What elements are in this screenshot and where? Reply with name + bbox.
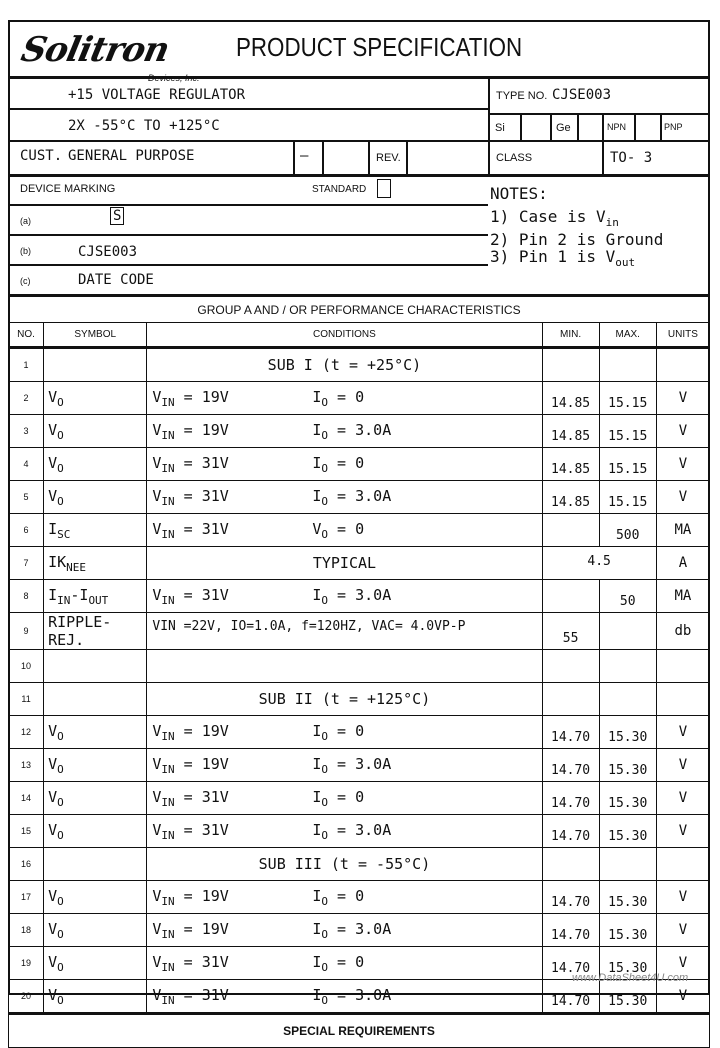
max-value: 15.15 <box>608 396 648 411</box>
cond-sub: O <box>321 528 329 541</box>
notes-title: NOTES: <box>490 184 548 203</box>
symbol-subscript: OUT <box>88 593 109 607</box>
max-value: 50 <box>619 594 636 609</box>
cond: I <box>312 755 322 773</box>
row-number: 13 <box>21 760 32 770</box>
logo-subtitle: Devices, Inc. <box>148 73 200 83</box>
product-description: +15 VOLTAGE REGULATOR <box>68 87 246 103</box>
customer-value: GENERAL PURPOSE <box>68 148 195 164</box>
cond-sub: IN <box>161 994 175 1007</box>
cond-sub: IN <box>161 730 175 743</box>
cond: V <box>152 821 162 839</box>
max-value: 15.30 <box>608 994 648 1009</box>
row-number: 5 <box>23 492 29 502</box>
table-row <box>9 716 710 749</box>
col-symbol: SYMBOL <box>44 323 147 348</box>
row-number: 12 <box>21 727 32 737</box>
symbol: I <box>48 519 58 538</box>
cond: = 3.0A <box>328 586 392 604</box>
cond: = 3.0A <box>328 755 392 773</box>
symbol-subscript: O <box>57 993 64 1007</box>
pnp-label: PNP <box>664 122 683 132</box>
col-units: UNITS <box>656 323 709 348</box>
cond: = 19V <box>174 887 229 905</box>
max-value: 15.30 <box>608 895 648 910</box>
cond: = 31V <box>174 788 229 806</box>
cond-sub: IN <box>161 961 175 974</box>
cond: V <box>152 887 162 905</box>
row-number: 20 <box>21 991 32 1001</box>
cond-sub: IN <box>161 895 175 908</box>
standard-label: STANDARD <box>312 184 367 195</box>
unit: V <box>678 456 688 472</box>
cond-sub: IN <box>161 528 175 541</box>
cond: = 31V <box>174 487 229 505</box>
table-header <box>9 323 710 348</box>
row-number: 15 <box>21 826 32 836</box>
cond: V <box>152 755 162 773</box>
min-value: 14.70 <box>551 895 591 910</box>
col-conditions: CONDITIONS <box>147 323 542 348</box>
ge-label: Ge <box>556 122 571 134</box>
table-row <box>9 580 710 613</box>
cond: V <box>152 953 162 971</box>
symbol: I <box>48 585 58 604</box>
symbol: IK <box>48 552 67 571</box>
cond-sub: IN <box>161 594 175 607</box>
typical-value: 4.5 <box>587 554 611 569</box>
max-value: 15.15 <box>608 495 648 510</box>
symbol-subscript: IN <box>57 593 71 607</box>
symbol: V <box>48 754 58 773</box>
cond: = 31V <box>174 520 229 538</box>
symbol-subscript: NEE <box>66 560 87 574</box>
cond-sub: O <box>321 994 329 1007</box>
group-a-title: GROUP A AND / OR PERFORMANCE CHARACTERISTICS <box>197 303 521 317</box>
note-2: 2) Pin 2 is Ground <box>490 230 664 250</box>
cond: I <box>312 454 322 472</box>
package-value: TO- 3 <box>610 150 653 166</box>
min-value: 14.85 <box>551 495 591 510</box>
unit: V <box>678 922 688 938</box>
min-value: 14.70 <box>551 796 591 811</box>
cond: = 31V <box>174 454 229 472</box>
class-label: CLASS <box>496 152 533 164</box>
cond: V <box>152 421 162 439</box>
max-value: 15.15 <box>608 429 648 444</box>
condition-text: VIN =22V, IO=1.0A, f=120HZ, VAC= 4.0VP-P <box>152 619 466 634</box>
unit: MA <box>674 588 692 604</box>
max-value: 15.15 <box>608 462 648 477</box>
cond-sub: O <box>321 796 329 809</box>
symbol: V <box>48 486 58 505</box>
cond: I <box>312 586 322 604</box>
table-row <box>9 514 710 547</box>
unit: MA <box>674 522 692 538</box>
cond-sub: O <box>321 429 329 442</box>
cond: = 19V <box>174 421 229 439</box>
min-value: 14.85 <box>551 462 591 477</box>
cond-sub: O <box>321 730 329 743</box>
cond-sub: O <box>321 928 329 941</box>
row-number: 16 <box>21 859 32 869</box>
symbol: V <box>48 721 58 740</box>
min-value: 14.85 <box>551 429 591 444</box>
table-row <box>9 881 710 914</box>
row-number: 19 <box>21 958 32 968</box>
table-row <box>9 382 710 415</box>
symbol: V <box>48 387 58 406</box>
table-row <box>9 980 710 1014</box>
cond: V <box>152 722 162 740</box>
cond: I <box>312 487 322 505</box>
cond: = 19V <box>174 388 229 406</box>
cond-sub: O <box>321 829 329 842</box>
symbol-subscript: O <box>57 762 64 776</box>
symbol-subscript: O <box>57 828 64 842</box>
unit: V <box>678 757 688 773</box>
unit: A <box>678 555 688 571</box>
table-row <box>9 547 710 580</box>
cond: = 3.0A <box>328 421 392 439</box>
table-row <box>9 650 710 683</box>
unit: V <box>678 889 688 905</box>
symbol: RIPPLE-REJ. <box>48 613 112 649</box>
symbol-rest: -I <box>70 585 89 604</box>
max-value: 500 <box>615 528 640 543</box>
symbol: V <box>48 985 58 1004</box>
table-row <box>9 848 710 881</box>
col-min: MIN. <box>542 323 599 348</box>
marking-c-value: DATE CODE <box>78 272 154 288</box>
cond: I <box>312 920 322 938</box>
cond-sub: O <box>321 462 329 475</box>
symbol-subscript: O <box>57 428 64 442</box>
cond: = 19V <box>174 920 229 938</box>
max-value: 15.30 <box>608 796 648 811</box>
table-row <box>9 683 710 716</box>
row-number: 2 <box>23 393 29 403</box>
cond: = 3.0A <box>328 986 392 1004</box>
row-number: 18 <box>21 925 32 935</box>
unit: db <box>674 623 692 639</box>
symbol-subscript: O <box>57 729 64 743</box>
cond: = 0 <box>328 887 365 905</box>
table-row <box>9 914 710 947</box>
col-no: NO. <box>9 323 44 348</box>
cond: V <box>152 788 162 806</box>
row-number: 17 <box>21 892 32 902</box>
cond: V <box>312 520 322 538</box>
watermark: www.DataSheet4U.com <box>572 972 689 984</box>
rev-label: REV. <box>376 152 401 164</box>
row-number: 11 <box>21 694 31 704</box>
marking-b-value: CJSE003 <box>78 244 138 260</box>
type-no-label: TYPE NO. <box>496 90 548 102</box>
cond: I <box>312 821 322 839</box>
cond: I <box>312 953 322 971</box>
condition-heading: SUB III (t = -55°C) <box>258 855 431 873</box>
solitron-logo: Solitron <box>17 30 173 70</box>
cond-sub: IN <box>161 928 175 941</box>
cond-sub: IN <box>161 462 175 475</box>
cond: = 3.0A <box>328 920 392 938</box>
table-row <box>9 448 710 481</box>
unit: V <box>678 724 688 740</box>
row-number: 3 <box>23 426 29 436</box>
row-number: 7 <box>23 558 29 568</box>
cond-sub: O <box>321 396 329 409</box>
condition-heading: SUB I (t = +25°C) <box>267 356 422 374</box>
unit: V <box>678 423 688 439</box>
max-value: 15.30 <box>608 730 648 745</box>
table-row <box>9 415 710 448</box>
max-value: 15.30 <box>608 961 648 976</box>
marking-b-label: (b) <box>20 246 31 256</box>
table-row <box>9 815 710 848</box>
symbol-subscript: SC <box>57 527 71 541</box>
unit: V <box>678 390 688 406</box>
min-value: 14.85 <box>551 396 591 411</box>
symbol: V <box>48 420 58 439</box>
cond-sub: IN <box>161 796 175 809</box>
table-row <box>9 348 710 382</box>
row-number: 8 <box>23 591 29 601</box>
min-value: 14.70 <box>551 763 591 778</box>
type-no-value: CJSE003 <box>552 87 612 103</box>
row-number: 14 <box>21 793 32 803</box>
symbol: V <box>48 952 58 971</box>
row-number: 1 <box>23 360 29 370</box>
min-value: 14.70 <box>551 961 591 976</box>
min-value: 14.70 <box>551 994 591 1009</box>
min-value: 14.70 <box>551 730 591 745</box>
cond-sub: IN <box>161 396 175 409</box>
unit: V <box>678 489 688 505</box>
cond-sub: O <box>321 763 329 776</box>
cond: V <box>152 920 162 938</box>
max-value: 15.30 <box>608 829 648 844</box>
cond: V <box>152 586 162 604</box>
condition-heading: TYPICAL <box>312 554 377 572</box>
max-value: 15.30 <box>608 928 648 943</box>
temperature-range: 2X -55°C TO +125°C <box>68 118 220 134</box>
col-max: MAX. <box>599 323 656 348</box>
symbol-subscript: O <box>57 894 64 908</box>
note-3: 3) Pin 1 is $V_{out}$ <box>490 247 636 270</box>
unit: V <box>678 955 688 971</box>
max-value: 15.30 <box>608 763 648 778</box>
symbol: V <box>48 820 58 839</box>
cond: V <box>152 487 162 505</box>
dash-field: – <box>300 148 309 164</box>
table-row <box>9 782 710 815</box>
cond: = 19V <box>174 755 229 773</box>
cond: I <box>312 388 322 406</box>
condition-heading: SUB II (t = +125°C) <box>258 690 431 708</box>
row-number: 4 <box>23 459 29 469</box>
unit: V <box>678 988 688 1004</box>
min-value: 14.70 <box>551 829 591 844</box>
min-value: 55 <box>562 631 579 646</box>
symbol-subscript: O <box>57 927 64 941</box>
row-number: 10 <box>21 661 32 671</box>
symbol: V <box>48 886 58 905</box>
cond-sub: O <box>321 895 329 908</box>
table-row <box>9 749 710 782</box>
cond: = 19V <box>174 722 229 740</box>
symbol: V <box>48 787 58 806</box>
device-marking-label: DEVICE MARKING <box>20 183 116 195</box>
unit: V <box>678 790 688 806</box>
cond-sub: IN <box>161 429 175 442</box>
cond: = 31V <box>174 586 229 604</box>
cond-sub: O <box>321 961 329 974</box>
standard-checkbox[interactable] <box>377 179 391 198</box>
cond: = 0 <box>328 520 365 538</box>
symbol-subscript: O <box>57 494 64 508</box>
row-number: 9 <box>23 626 29 636</box>
marking-c-label: (c) <box>20 276 31 286</box>
cond: = 31V <box>174 953 229 971</box>
cond: = 0 <box>328 722 365 740</box>
symbol-subscript: O <box>57 960 64 974</box>
cond: = 0 <box>328 454 365 472</box>
cond: I <box>312 788 322 806</box>
symbol-subscript: O <box>57 395 64 409</box>
cond: = 3.0A <box>328 821 392 839</box>
table-row <box>9 481 710 514</box>
symbol-subscript: O <box>57 795 64 809</box>
cond-sub: IN <box>161 763 175 776</box>
cond: V <box>152 388 162 406</box>
npn-label: NPN <box>607 122 627 132</box>
cond-sub: O <box>321 495 329 508</box>
cond: V <box>152 454 162 472</box>
marking-a-value: S <box>110 207 124 225</box>
cond: = 3.0A <box>328 487 392 505</box>
cond: = 0 <box>328 953 365 971</box>
table-row <box>9 613 710 650</box>
marking-a-label: (a) <box>20 216 31 226</box>
min-value: 14.70 <box>551 928 591 943</box>
page-title: PRODUCT SPECIFICATION <box>236 32 523 62</box>
symbol: V <box>48 919 58 938</box>
si-label: Si <box>495 122 505 134</box>
cond-sub: O <box>321 594 329 607</box>
notes <box>490 182 663 274</box>
cond-sub: IN <box>161 829 175 842</box>
customer-label: CUST. <box>20 148 63 164</box>
cond: I <box>312 722 322 740</box>
cond: V <box>152 520 162 538</box>
cond: I <box>312 986 322 1004</box>
cond: V <box>152 986 162 1004</box>
symbol: V <box>48 453 58 472</box>
special-requirements: SPECIAL REQUIREMENTS <box>9 1014 710 1048</box>
cond: = 31V <box>174 986 229 1004</box>
cond: I <box>312 887 322 905</box>
unit: V <box>678 823 688 839</box>
row-number: 6 <box>23 525 29 535</box>
cond: = 31V <box>174 821 229 839</box>
cond: = 0 <box>328 388 365 406</box>
cond: I <box>312 421 322 439</box>
characteristics-table <box>8 322 710 1048</box>
cond: = 0 <box>328 788 365 806</box>
cond-sub: IN <box>161 495 175 508</box>
symbol-subscript: O <box>57 461 64 475</box>
note-1: 1) Case is $V_{in}$ <box>490 207 619 230</box>
